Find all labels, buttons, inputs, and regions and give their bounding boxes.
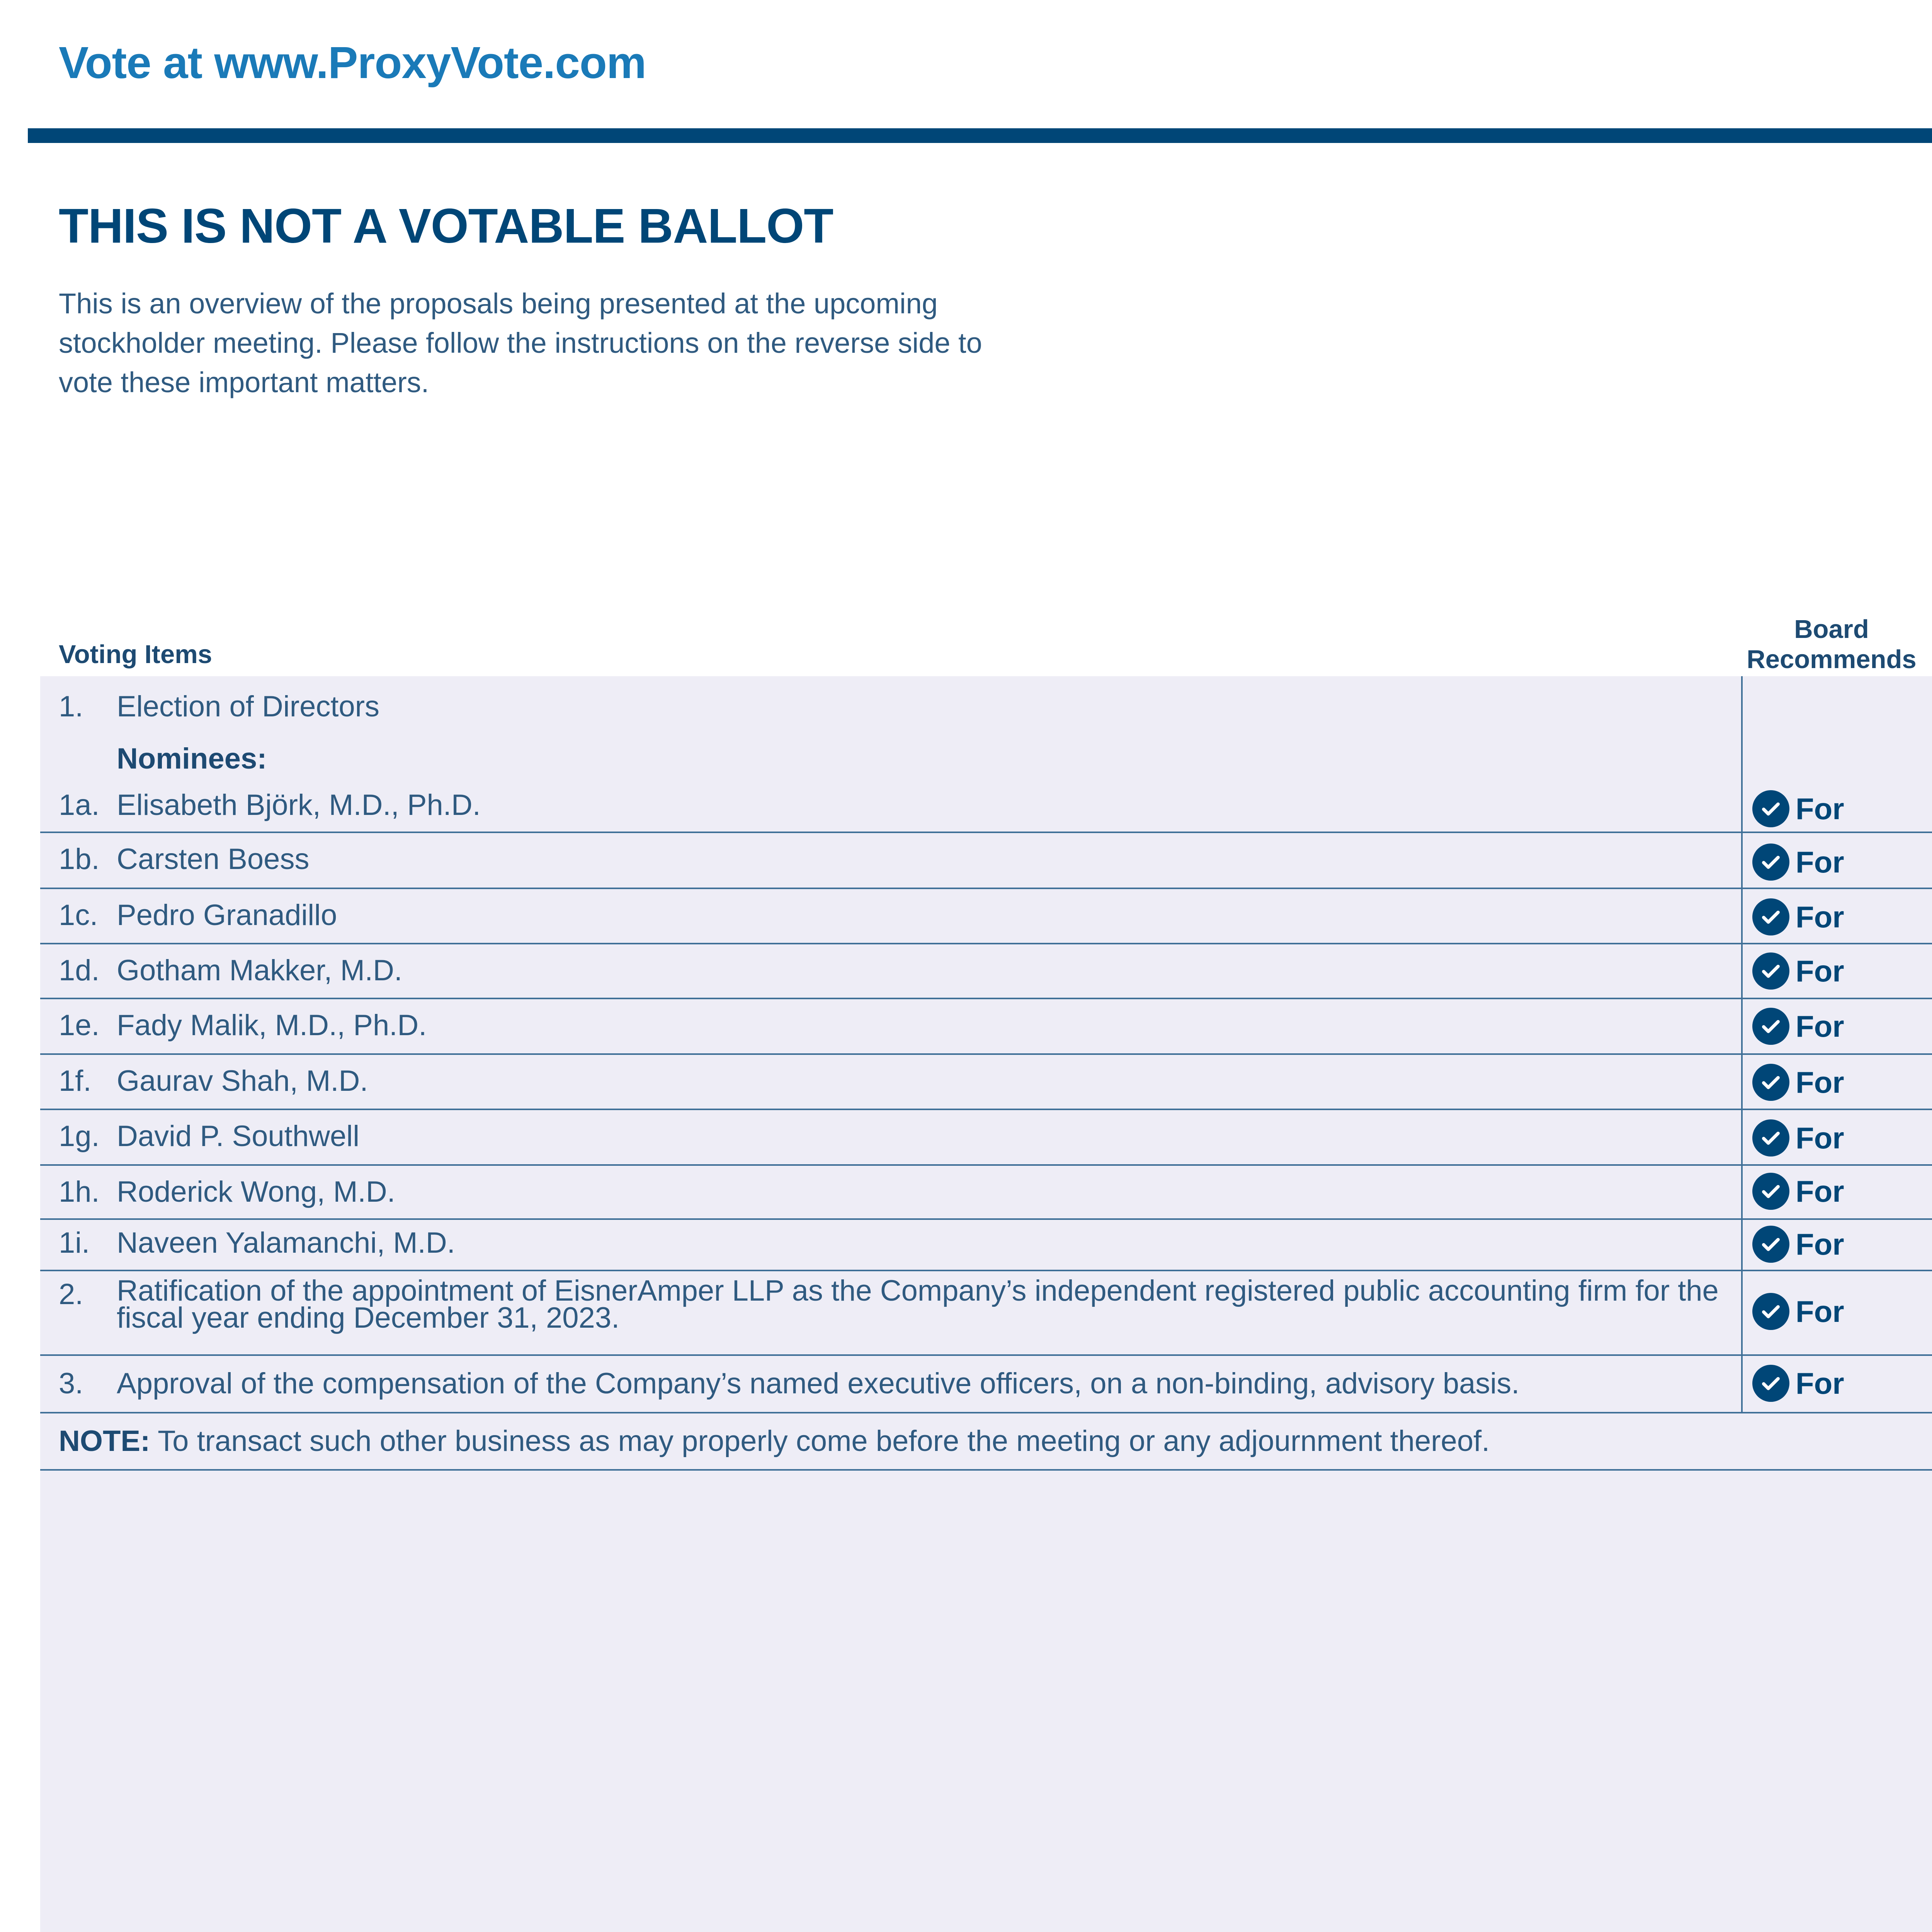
board-recommends-header: [1737, 614, 1926, 675]
recommendation-label: For: [1796, 900, 1844, 934]
proposal-text: Approval of the compensation of the Company’s named executive officers, on a non-binding, advisory basis.: [117, 1367, 1520, 1400]
item-number: 1a.: [59, 789, 100, 821]
item-number: 1g.: [59, 1120, 100, 1153]
recommendation: [1752, 1064, 1844, 1101]
check-circle-icon: [1752, 844, 1789, 881]
check-circle-icon: [1752, 898, 1789, 935]
note-row: [40, 1413, 1932, 1471]
item-number: 1.: [59, 690, 83, 723]
nominee-row: [40, 676, 1932, 833]
recommendation: [1752, 1008, 1844, 1045]
recommendation: [1752, 1293, 1844, 1330]
note-label: NOTE:: [59, 1425, 150, 1458]
nominee-row: [40, 889, 1932, 944]
item-number: 1f.: [59, 1065, 92, 1097]
check-circle-icon: [1752, 1365, 1789, 1402]
item-number: 1c.: [59, 899, 98, 932]
recommendation-label: For: [1796, 954, 1844, 988]
nominee-name: Carsten Boess: [117, 843, 310, 876]
page-title: THIS IS NOT A VOTABLE BALLOT: [59, 199, 833, 253]
item-number: 1b.: [59, 843, 100, 876]
recommendation-label: For: [1796, 1366, 1844, 1400]
recommendation: [1752, 844, 1844, 881]
recommendation-label: For: [1796, 1294, 1844, 1328]
check-circle-icon: [1752, 1008, 1789, 1045]
recommendation-label: For: [1796, 1121, 1844, 1155]
item-number: 3.: [59, 1367, 83, 1400]
recommendation: [1752, 898, 1844, 935]
check-circle-icon: [1752, 1173, 1789, 1210]
check-circle-icon: [1752, 1119, 1789, 1156]
nominee-name: Naveen Yalamanchi, M.D.: [117, 1226, 455, 1259]
recommendation: [1752, 790, 1844, 827]
nominee-name: Elisabeth Björk, M.D., Ph.D.: [117, 789, 481, 821]
note-text: [59, 1424, 1913, 1458]
nominee-name: Fady Malik, M.D., Ph.D.: [117, 1009, 427, 1042]
recommendation-label: For: [1796, 791, 1844, 826]
nominee-name: Gotham Makker, M.D.: [117, 954, 403, 987]
nominees-label: Nominees:: [117, 742, 267, 775]
recommendation-label: For: [1796, 1065, 1844, 1099]
recommendation-label: For: [1796, 1227, 1844, 1261]
voting-items-header: Voting Items: [59, 640, 213, 669]
nominee-name: Roderick Wong, M.D.: [117, 1175, 395, 1208]
board-recommends-line1: Board: [1794, 615, 1869, 644]
recommendation-label: For: [1796, 1174, 1844, 1208]
recommendation: [1752, 1173, 1844, 1210]
nominee-name: David P. Southwell: [117, 1120, 360, 1153]
nominee-name: Pedro Granadillo: [117, 899, 337, 932]
proxyvote-link[interactable]: Vote at www.ProxyVote.com: [59, 37, 646, 88]
check-circle-icon: [1752, 952, 1789, 990]
nominee-row: [40, 1220, 1932, 1271]
nominee-row: [40, 944, 1932, 999]
header-rule: [28, 128, 1932, 143]
proposal-row: [40, 1356, 1932, 1413]
proposal-text: Ratification of the appointment of EisnerAmper LLP as the Company’s independent registered public accounting firm for the fiscal year ending December 31, 2023.: [117, 1274, 1719, 1334]
intro-text: This is an overview of the proposals being presented at the upcoming stockholder meeting. Please follow the instructions on the reverse side to vote these important matters.: [59, 287, 982, 398]
nominee-name: Gaurav Shah, M.D.: [117, 1065, 368, 1097]
item-number: 1d.: [59, 954, 100, 987]
item-number: 1i.: [59, 1226, 90, 1259]
recommendation-label: For: [1796, 845, 1844, 879]
nominee-row: [40, 833, 1932, 889]
check-circle-icon: [1752, 790, 1789, 827]
recommendation: [1752, 1226, 1844, 1263]
recommendation-label: For: [1796, 1009, 1844, 1043]
item-text: Election of Directors: [117, 690, 380, 723]
check-circle-icon: [1752, 1226, 1789, 1263]
proposal-row: [40, 1271, 1932, 1356]
recommendation: [1752, 952, 1844, 990]
item-number: 2.: [59, 1278, 83, 1311]
check-circle-icon: [1752, 1064, 1789, 1101]
recommendation: [1752, 1119, 1844, 1156]
board-recommends-line2: Recommends: [1747, 645, 1917, 674]
item-number: 1h.: [59, 1175, 100, 1208]
note-body: To transact such other business as may properly come before the meeting or any adjournment thereof.: [150, 1425, 1490, 1458]
check-circle-icon: [1752, 1293, 1789, 1330]
nominee-row: [40, 1055, 1932, 1110]
recommendation: [1752, 1365, 1844, 1402]
nominee-row: [40, 999, 1932, 1055]
nominee-row: [40, 1110, 1932, 1166]
nominee-row: [40, 1166, 1932, 1220]
item-number: 1e.: [59, 1009, 100, 1042]
